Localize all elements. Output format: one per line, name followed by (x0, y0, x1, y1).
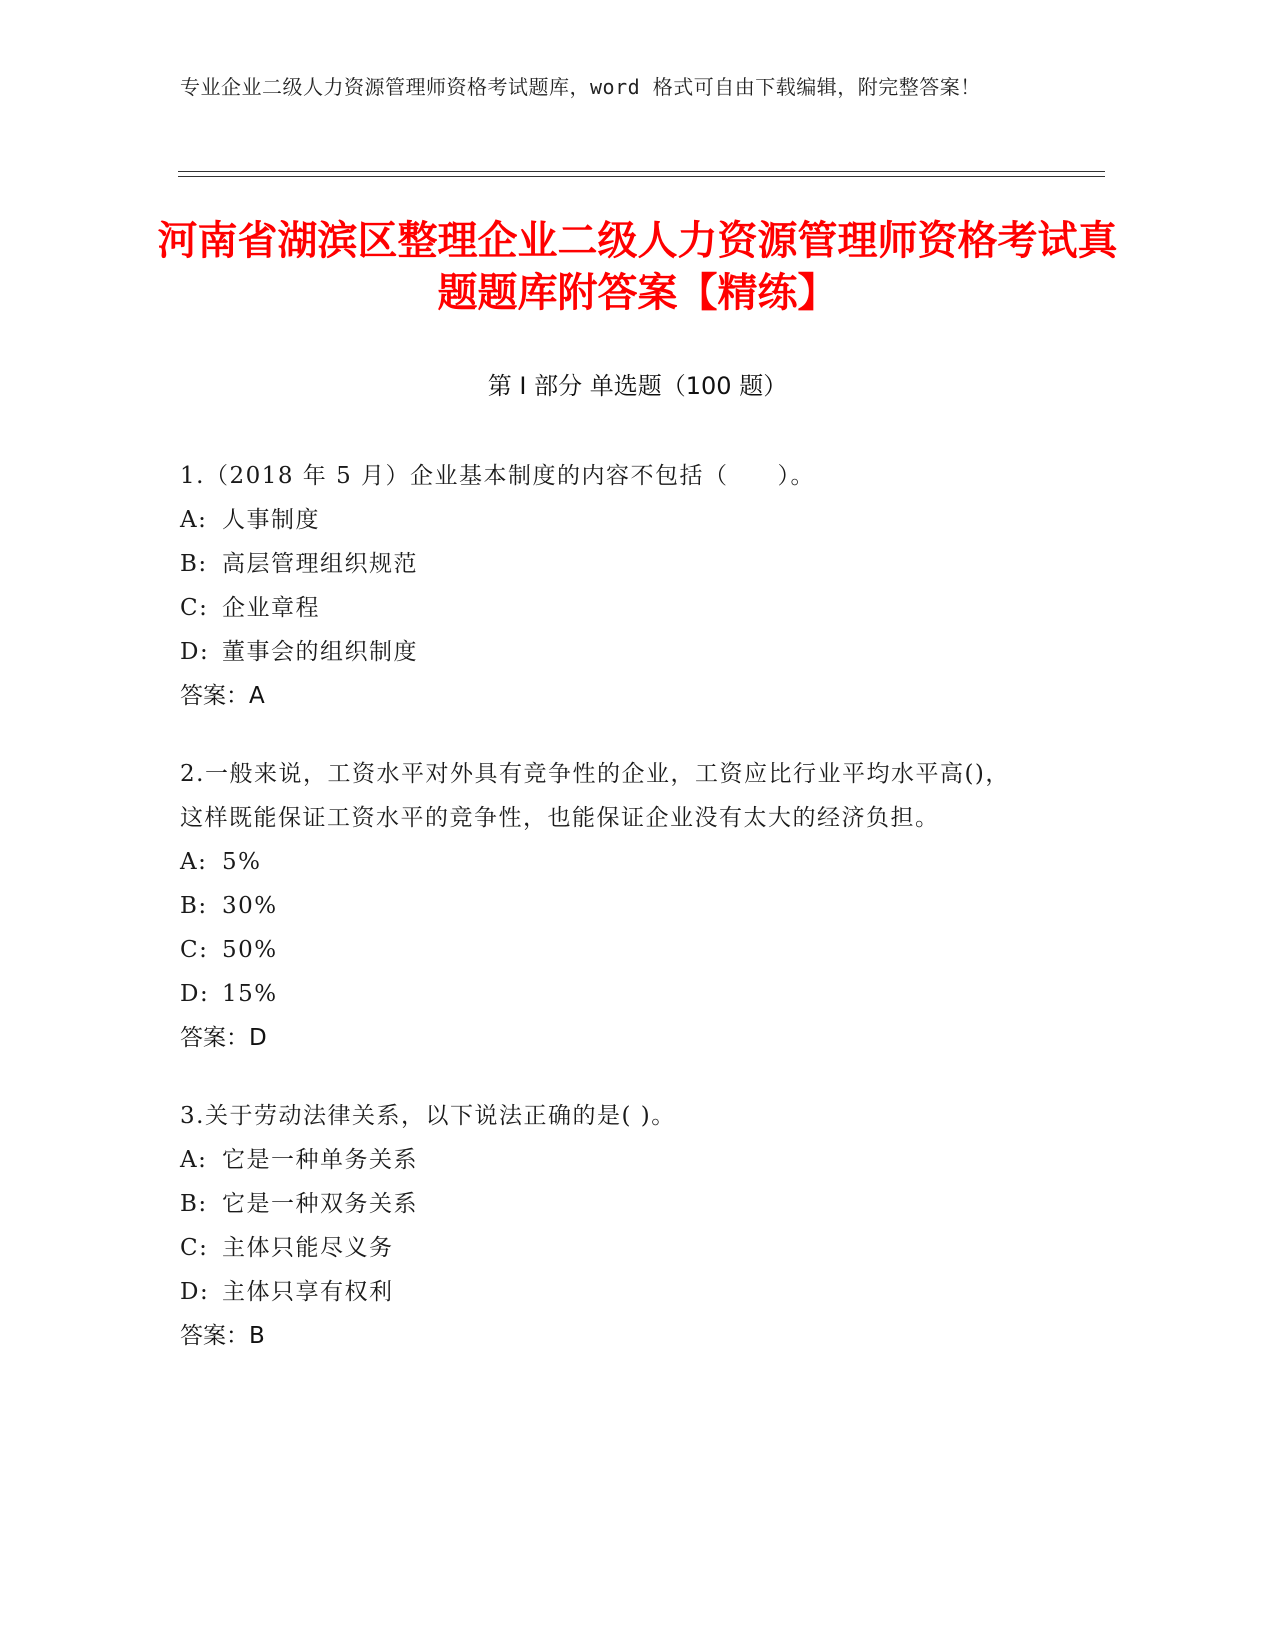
option-d (180, 972, 1030, 1016)
option-text: 主体只享有权利 (222, 1279, 394, 1305)
header-divider-top (178, 171, 1105, 172)
question-2 (180, 752, 1030, 1060)
option-key: D: (180, 1279, 210, 1305)
header-note: 专业企业二级人力资源管理师资格考试题库，word 格式可自由下载编辑，附完整答案！ (180, 75, 981, 99)
option-text: 5% (222, 849, 262, 875)
option-key: A: (180, 507, 208, 533)
option-key: C: (180, 1235, 209, 1261)
option-c (180, 1226, 1030, 1270)
option-key: B: (180, 1191, 208, 1217)
option-text: 主体只能尽义务 (222, 1235, 394, 1261)
option-d (180, 1270, 1030, 1314)
option-text: 企业章程 (222, 595, 320, 621)
option-text: 高层管理组织规范 (222, 551, 418, 577)
option-key: C: (180, 937, 209, 963)
answer-line: 答案：A (180, 683, 265, 709)
option-text: 50% (222, 937, 278, 963)
option-text: 它是一种双务关系 (222, 1191, 418, 1217)
section-heading: 第 I 部分 单选题（100 题） (487, 372, 788, 400)
option-key: A: (180, 849, 208, 875)
option-text: 它是一种单务关系 (222, 1147, 418, 1173)
option-key: D: (180, 981, 210, 1007)
question-3 (180, 1094, 1030, 1358)
question-1 (180, 454, 1030, 718)
question-stem: 2.一般来说，工资水平对外具有竞争性的企业，工资应比行业平均水平高()，这样既能保证工资水平的竞争性，也能保证企业没有太大的经济负担。 (180, 761, 1010, 831)
option-text: 30% (222, 893, 278, 919)
question-list (180, 454, 1030, 1392)
option-text: 人事制度 (222, 507, 320, 533)
option-key: C: (180, 595, 209, 621)
option-text: 董事会的组织制度 (222, 639, 418, 665)
option-key: B: (180, 893, 208, 919)
option-key: D: (180, 639, 210, 665)
answer-line: 答案：D (180, 1025, 267, 1051)
option-d (180, 630, 1030, 674)
option-text: 15% (222, 981, 278, 1007)
document-title: 河南省湖滨区整理企业二级人力资源管理师资格考试真题题库附答案【精练】 (157, 218, 1118, 316)
question-stem: 3.关于劳动法律关系，以下说法正确的是( )。 (180, 1103, 676, 1129)
option-key: A: (180, 1147, 208, 1173)
option-c (180, 928, 1030, 972)
option-b (180, 542, 1030, 586)
option-a (180, 1138, 1030, 1182)
header-divider-bottom (178, 176, 1105, 177)
option-key: B: (180, 551, 208, 577)
option-a (180, 840, 1030, 884)
option-c (180, 586, 1030, 630)
answer-line: 答案：B (180, 1323, 265, 1349)
option-a (180, 498, 1030, 542)
option-b (180, 884, 1030, 928)
question-stem: 1.（2018 年 5 月）企业基本制度的内容不包括（ ）。 (180, 463, 816, 489)
option-b (180, 1182, 1030, 1226)
